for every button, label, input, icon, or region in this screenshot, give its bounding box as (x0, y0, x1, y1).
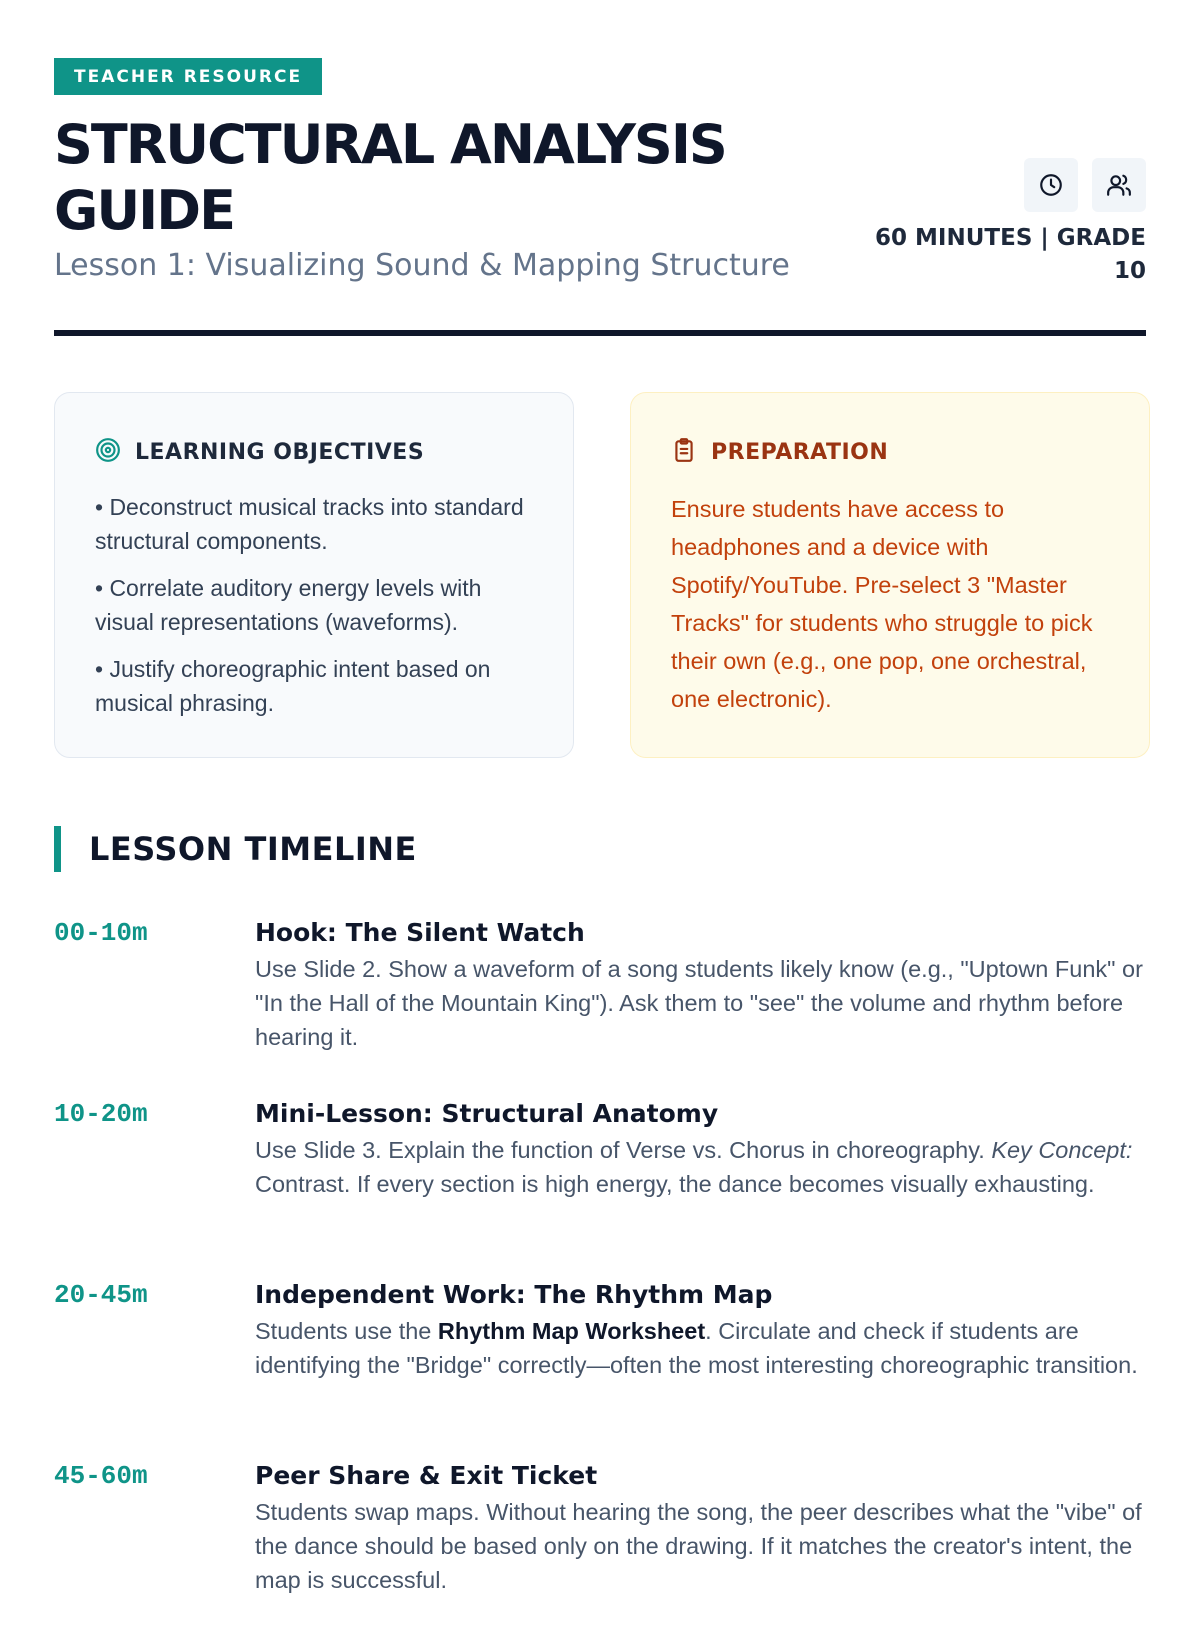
timeline-step-description: Students swap maps. Without hearing the song, the peer describes what the "vibe" of the dance should be based only on the drawing. If it matches the creator's intent, the map is successful. (255, 1499, 1142, 1593)
target-icon (95, 437, 121, 468)
clock-icon (1024, 158, 1078, 212)
timeline-row (54, 1097, 1146, 1278)
header-divider (54, 330, 1146, 336)
objectives-list (95, 490, 533, 720)
timeline-step-title: Peer Share & Exit Ticket (255, 1461, 598, 1490)
timeline-row (54, 916, 1146, 1097)
timeline-step-title: Hook: The Silent Watch (255, 918, 585, 947)
timeline-step-title: Mini-Lesson: Structural Anatomy (255, 1099, 719, 1128)
timeline-time: 20-45m (54, 1280, 148, 1310)
timeline-step-description (255, 1314, 1146, 1382)
description-text: Students use the (255, 1318, 438, 1344)
timeline-step-description (255, 1133, 1146, 1201)
timeline-step-title: Independent Work: The Rhythm Map (255, 1280, 773, 1309)
learning-objectives-card (54, 392, 574, 758)
preparation-title: PREPARATION (711, 440, 889, 465)
section-accent-bar (54, 826, 61, 872)
duration-grade-label: 60 MINUTES | GRADE 10 (875, 225, 1146, 284)
lesson-subtitle: Lesson 1: Visualizing Sound & Mapping Structure (54, 248, 790, 283)
users-icon (1092, 158, 1146, 212)
description-text: . Circulate and check if students are identifying the "Bridge" correctly—often the most interesting choreographic transition. (255, 1318, 1138, 1378)
preparation-text: Ensure students have access to headphones and a device with Spotify/YouTube. Pre-select 3 "Master Tracks" for students who struggle to pick their own (e.g., one pop, one orchestral, one electronic). (671, 496, 1093, 712)
worksheet-name: Rhythm Map Worksheet (437, 1318, 706, 1344)
timeline-title: LESSON TIMELINE (89, 830, 417, 868)
timeline-step-description: Use Slide 2. Show a waveform of a song students likely know (e.g., "Uptown Funk" or "In the Hall of the Mountain King"). Ask them to "see" the volume and rhythm before hearing it. (255, 956, 1143, 1050)
timeline-heading (54, 826, 417, 872)
clipboard-icon (671, 437, 697, 468)
list-item: • Correlate auditory energy levels with visual representations (waveforms). (95, 575, 482, 635)
preparation-card (630, 392, 1150, 758)
objectives-title: LEARNING OBJECTIVES (135, 440, 425, 465)
meta-icons (1024, 158, 1146, 212)
lesson-timeline (54, 916, 1146, 1640)
description-text: Use Slide 3. Explain the function of Verse vs. Chorus in choreography. (255, 1137, 992, 1163)
timeline-time: 45-60m (54, 1461, 148, 1491)
timeline-row (54, 1459, 1146, 1640)
list-item: • Deconstruct musical tracks into standard structural components. (95, 494, 524, 554)
list-item: • Justify choreographic intent based on musical phrasing. (95, 656, 491, 716)
page-title: STRUCTURAL ANALYSIS GUIDE (54, 113, 726, 242)
timeline-time: 00-10m (54, 918, 148, 948)
key-concept-label: Key Concept: (991, 1137, 1133, 1163)
timeline-row (54, 1278, 1146, 1459)
description-text: Contrast. If every section is high energy, the dance becomes visually exhausting. (255, 1171, 1095, 1197)
teacher-resource-badge: TEACHER RESOURCE (54, 58, 322, 95)
timeline-time: 10-20m (54, 1099, 148, 1129)
